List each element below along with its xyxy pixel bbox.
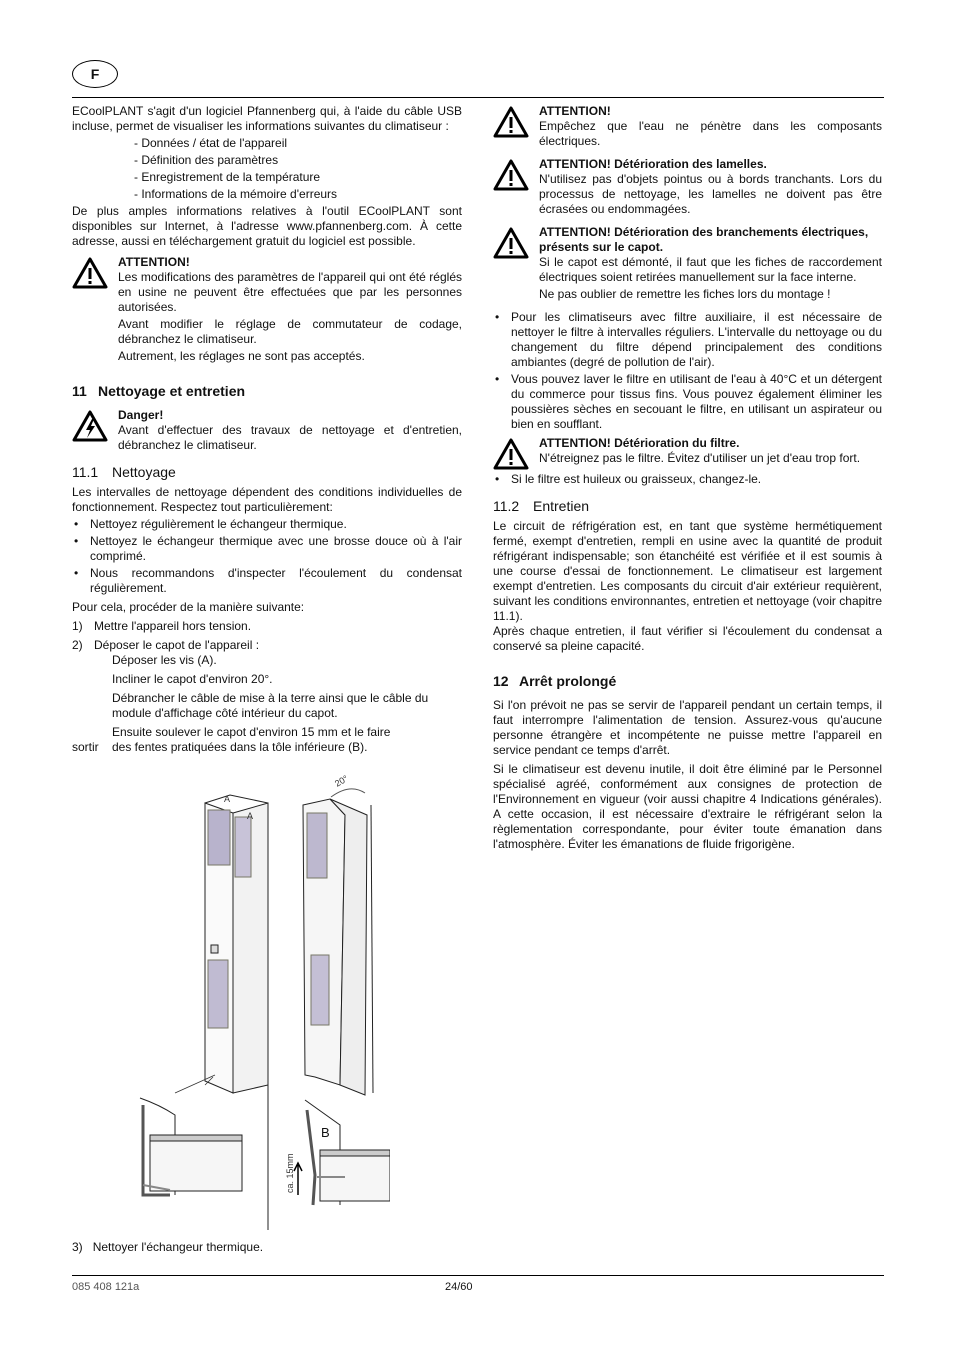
danger-title: Danger! <box>118 408 164 422</box>
shutdown-paragraph: Si le climatiseur est devenu inutile, il doit être éliminé par le Personnel spécialisé agréé, conformément aux consignes de protection de l'Environnement en vigueur (voir aussi chapitre 4 Indications générales). A cette occasion, il est nécessaire d'extraire le réfrigérant selon la règlementation correspondante, pour éviter toute émanation dans l'atmosphère. Éviter les émanations de fluide frigorigène. <box>493 762 882 851</box>
cleaning-intro: Les intervalles de nettoyage dépendent des conditions individuelles de fonctionnement. Respectez tout particulièrement: <box>72 485 462 514</box>
list-item: - Informations de la mémoire d'erreurs <box>134 187 338 201</box>
oily-filter-bullet <box>493 472 882 487</box>
slot-label-b: B <box>321 1125 330 1140</box>
warning-parameters <box>72 255 462 366</box>
header-rule <box>72 97 884 98</box>
list-item: • Nettoyez le échangeur thermique avec une brosse douce où à l'air comprimé. <box>72 534 462 564</box>
warning-text: Si le capot est démonté, il faut que les fiches de raccordement électriques soient retirées manuellement sur la face interne. <box>539 255 882 284</box>
electrical-hazard-icon <box>72 410 108 442</box>
warning-text: Autrement, les réglages ne sont pas acceptés. <box>118 349 365 363</box>
list-item: • Nettoyez régulièrement le échangeur thermique. <box>72 517 462 532</box>
list-item: - Données / état de l'appareil <box>134 136 288 150</box>
detail-callout <box>175 1075 215 1093</box>
step-3: 3) Nettoyer l'échangeur thermique. <box>72 1240 264 1254</box>
warning-connectors <box>493 225 882 304</box>
danger-text: Avant d'effectuer des travaux de nettoyage et d'entretien, débranchez le climatiseur. <box>118 423 462 452</box>
warning-title: ATTENTION! Détérioration des branchements électriques, présents sur le capot. <box>539 225 869 254</box>
step-1: 1) Mettre l'appareil hors tension. <box>72 619 252 633</box>
right-column <box>493 104 882 852</box>
warning-triangle-icon <box>493 159 529 191</box>
footer-rule <box>72 1275 884 1276</box>
warning-text: N'utilisez pas d'objets pointus ou à bords tranchants. Lors du processus de nettoyage, les lamelles ne doivent pas être écrasées ou endommagées. <box>539 172 882 216</box>
more-info-paragraph: De plus amples informations relatives à l'outil ECoolPLANT sont disponibles sur Internet, à l'adresse www.pfannenberg.com. À cette adresse, aussi en téléchargement gratuit du logiciel est possible. <box>72 204 462 248</box>
warning-title: ATTENTION! <box>118 255 190 269</box>
warning-triangle-icon <box>493 438 529 470</box>
detail-right <box>294 1100 390 1205</box>
danger-notice <box>72 408 462 455</box>
procedure-intro: Pour cela, procéder de la manière suivante: <box>72 600 305 614</box>
tilt-angle-label: 20° <box>333 775 350 789</box>
maintenance-paragraph: Le circuit de réfrigération est, en tant que système hermétiquement fermé, exempt d'entretien, rempli en usine avec la quantité de produit réfrigérant indispensable; son étanchéité est vérifiée et il est soumis à une course d'essai de fonctionnement. Le climatiseur est largement exempt d'entretien. Les composants du circuit d'air extérieur requièrent, suivant les conditions environnantes, entretien et nettoyage (voir chapitre 11.1). <box>493 519 882 623</box>
warning-text: Ne pas oublier de remettre les fiches lors du montage ! <box>539 287 831 301</box>
ecoolplant-info-list <box>72 136 462 202</box>
warning-filter <box>493 436 882 470</box>
left-column <box>72 104 462 757</box>
screw-label-a: A <box>224 794 231 804</box>
detail-left <box>140 1098 242 1195</box>
language-badge: F <box>72 60 118 88</box>
section-heading-12: 12 Arrêt prolongé <box>493 673 617 689</box>
screw-label-a2: A <box>247 811 254 821</box>
warning-triangle-icon <box>493 106 529 138</box>
step-2-sub: Débrancher le câble de mise à la terre ainsi que le câble du module d'affichage côté intérieur du capot. <box>112 691 429 720</box>
warning-text: Les modifications des paramètres de l'appareil qui ont été réglés en usine ne peuvent être effectuées que par les personnes autorisées. <box>118 270 462 314</box>
intro-paragraph: ECoolPLANT s'agit d'un logiciel Pfannenberg qui, à l'aide du câble USB incluse, permet de visualiser les informations suivantes du climatiseur : <box>72 104 462 133</box>
list-item: • Nous recommandons d'inspecter l'écoulement du condensat régulièrement. <box>72 566 462 596</box>
cover-removal-illustration <box>135 775 390 1230</box>
warning-text: N'étreignez pas le filtre. Évitez d'utiliser un jet d'eau trop fort. <box>539 451 861 465</box>
step-2-sub: sortir des fentes pratiquées dans la tôle inférieure (B). <box>72 740 368 754</box>
section-heading-11-1: 11.1 Nettoyage <box>72 464 176 480</box>
shutdown-paragraph: Si l'on prévoit ne pas se servir de l'appareil pendant un certain temps, il faut interrompre l'alimentation de tension. Assurez-vous qu'aucune personne étrangère et incompétente ne puisse mettre l'appareil en service pendant ce temps d'arrêt. <box>493 698 882 757</box>
step-2: 2) Déposer le capot de l'appareil : <box>72 638 260 652</box>
document-number: 085 408 121a <box>72 1281 140 1293</box>
list-item: • Si le filtre est huileux ou graisseux, changez-le. <box>493 472 882 487</box>
list-item: - Enregistrement de la température <box>134 170 321 184</box>
lift-height-label: ca. 15mm <box>285 1153 295 1193</box>
warning-text: Avant modifier le réglage de commutateur de codage, débranchez le climatiseur. <box>118 317 462 346</box>
cooling-unit-tilted <box>303 789 373 1095</box>
list-item: • Vous pouvez laver le filtre en utilisant de l'eau à 40°C et un détergent du commerce pour tissus fins. Vous pouvez également éliminer les poussières sèches en secouant le filtre, en utilisant un aspirateur ou bien en soufflant. <box>493 372 882 432</box>
section-heading-11-2: 11.2 Entretien <box>493 498 590 514</box>
warning-water <box>493 104 882 151</box>
step-2-sub: Incliner le capot d'environ 20°. <box>112 672 273 686</box>
procedure-steps <box>72 619 462 755</box>
section-heading-11: 11 Nettoyage et entretien <box>72 383 246 399</box>
warning-triangle-icon <box>72 257 108 289</box>
step-2-sub: Ensuite soulever le capot d'environ 15 mm et le faire <box>112 725 391 739</box>
warning-title: ATTENTION! Détérioration des lamelles. <box>539 157 767 171</box>
warning-text: Empêchez que l'eau ne pénètre dans les composants électriques. <box>539 119 882 148</box>
list-item: • Pour les climatiseurs avec filtre auxiliaire, il est nécessaire de nettoyer le filtre à intervalles réguliers. L'intervalle du nettoyage ou du changement du filtre dépend principalement des conditions ambiantes (degré de pollution de l'air). <box>493 310 882 370</box>
page-number: 24/60 <box>445 1281 473 1293</box>
list-item: - Définition des paramètres <box>134 153 279 167</box>
maintenance-paragraph: Après chaque entretien, il faut vérifier si l'écoulement du condensat a conservé sa pleine capacité. <box>493 624 882 653</box>
cleaning-bullets <box>72 517 462 596</box>
warning-fins <box>493 157 882 219</box>
warning-triangle-icon <box>493 227 529 259</box>
filter-bullets <box>493 310 882 432</box>
warning-title: ATTENTION! <box>539 104 611 118</box>
warning-title: ATTENTION! Détérioration du filtre. <box>539 436 740 450</box>
step-2-sub: Déposer les vis (A). <box>112 653 217 667</box>
